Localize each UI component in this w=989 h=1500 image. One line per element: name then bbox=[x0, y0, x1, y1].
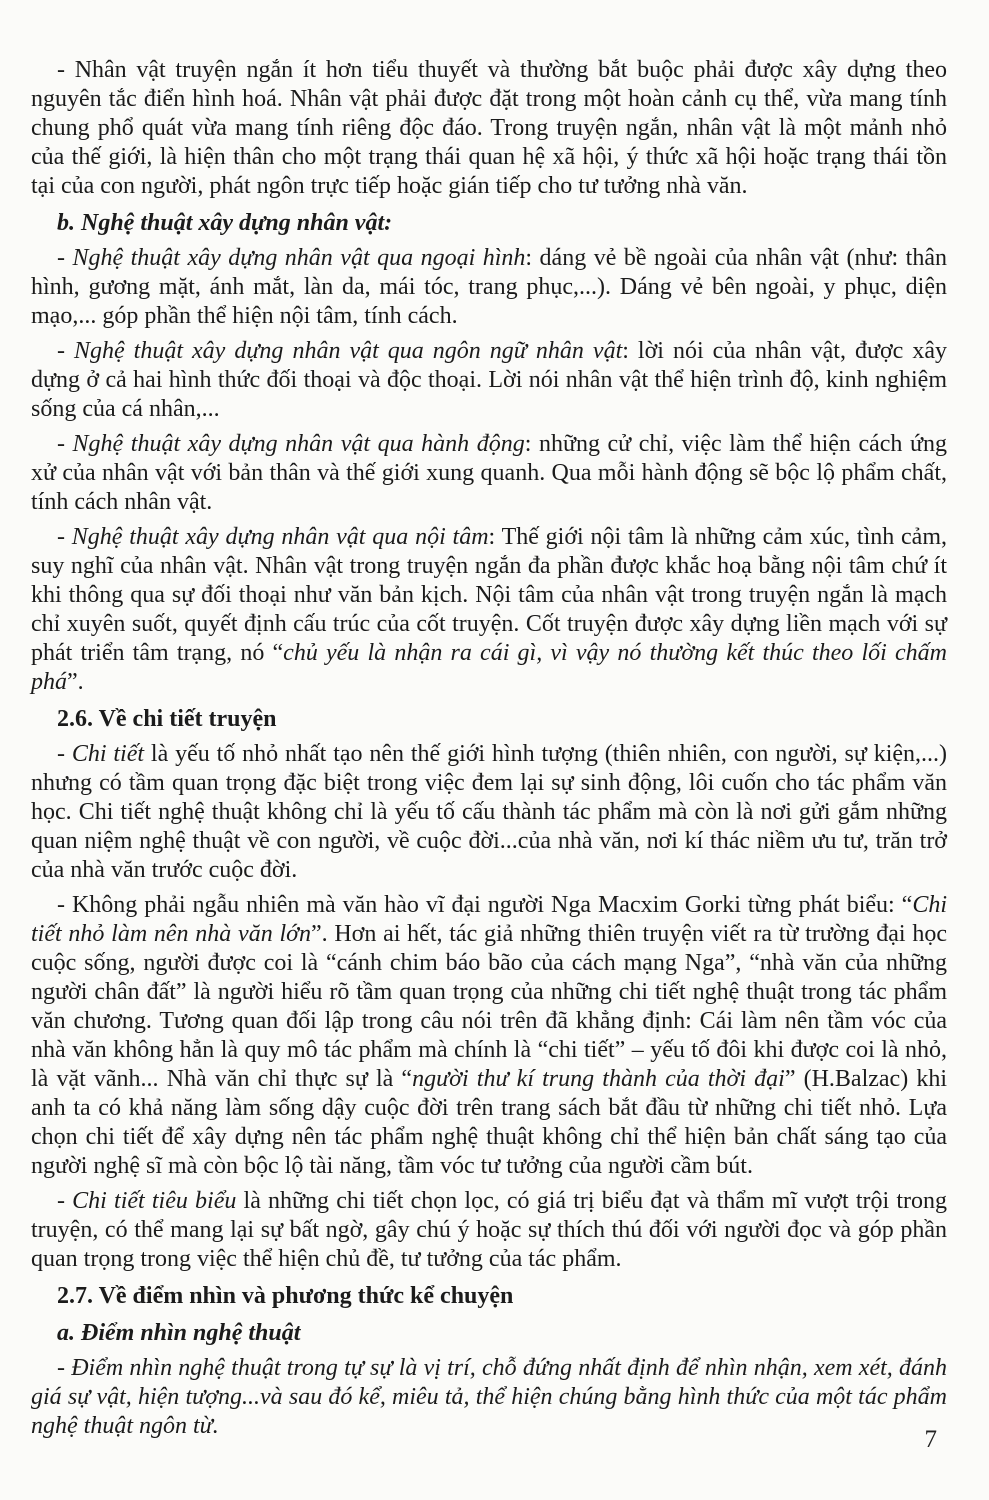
text-segment: ” (H.Balzac) khi anh ta có khả năng làm sống dậy cuộc đời trên trang sách bắt đầu từ những chi tiết nhỏ. Lựa chọn chi tiết để xây dựng nên tác phẩm nghệ thuật không chỉ thể hiện bản chất sáng tạo của người nghệ sĩ mà còn bộc lộ tài năng, tầm vóc tư tưởng của người cầm bút. bbox=[31, 1066, 947, 1179]
text-segment: ”. Hơn ai hết, tác giả những thiên truyện viết ra từ trường đại học cuộc sống, người được coi là “cánh chim báo bão của cách mạng Nga”, “nhà văn của những người chân đất” là người hiểu rõ tầm quan trọng của những chi tiết nghệ thuật trong tác phẩm văn chương. Tương quan đối lập trong câu nói trên đã khẳng định: Cái làm nên tầm vóc của nhà văn không hẳn là quy mô tác phẩm mà chính là “chi tiết” – yếu tố đôi khi được coi là nhỏ, là vặt vãnh... Nhà văn chỉ thực sự là “ bbox=[31, 921, 947, 1092]
text-segment: b. Nghệ thuật xây dựng nhân vật: bbox=[57, 210, 393, 236]
paragraph bbox=[31, 1354, 947, 1441]
text-segment: ”. bbox=[67, 669, 84, 695]
page-body bbox=[31, 56, 947, 1441]
paragraph bbox=[31, 523, 947, 697]
text-segment: : những cử chỉ, việc làm thể hiện cách ứng xử của nhân vật với bản thân và thế giới xung quanh. Qua mỗi hành động sẽ bộc lộ phẩm chất, tính cách nhân vật. bbox=[31, 431, 947, 515]
text-segment: - Nghệ thuật xây dựng nhân vật qua ngôn ngữ nhân vật bbox=[57, 338, 623, 364]
text-segment: : lời nói của nhân vật, được xây dựng ở cả hai hình thức đối thoại và độc thoại. Lời nói nhân vật thể hiện trình độ, kinh nghiệm sống của cá nhân,... bbox=[31, 338, 947, 422]
paragraph bbox=[31, 337, 947, 424]
text-segment: chủ yếu là nhận ra cái gì, vì vậy nó thường kết thúc theo lối chấm phá bbox=[31, 640, 947, 695]
text-segment: 2.6. Về chi tiết truyện bbox=[57, 706, 277, 732]
text-segment: là những chi tiết chọn lọc, có giá trị biểu đạt và thẩm mĩ vượt trội trong truyện, có thể mang lại sự bất ngờ, gây chú ý hoặc sự thích thú đối với người đọc và góp phần quan trọng trong việc thể hiện chủ đề, tư tưởng của tác phẩm. bbox=[31, 1188, 947, 1272]
text-segment: : dáng vẻ bề ngoài của nhân vật (như: thân hình, gương mặt, ánh mắt, làn da, mái tóc, trang phục,...). Dáng vẻ bên ngoài, y phục, diện mạo,... góp phần thể hiện nội tâm, tính cách. bbox=[31, 245, 947, 329]
subsection-heading bbox=[31, 1319, 947, 1348]
text-segment: - Không phải ngẫu nhiên mà văn hào vĩ đại người Nga Macxim Gorki từng phát biểu: “ bbox=[57, 892, 913, 918]
section-heading bbox=[31, 1282, 947, 1311]
paragraph bbox=[31, 430, 947, 517]
paragraph bbox=[31, 56, 947, 201]
page-number: 7 bbox=[924, 1426, 937, 1453]
text-segment: - Chi tiết bbox=[57, 741, 145, 767]
paragraph bbox=[31, 244, 947, 331]
paragraph bbox=[31, 740, 947, 885]
text-segment: - Chi tiết tiêu biểu bbox=[57, 1188, 237, 1214]
text-segment: - Nghệ thuật xây dựng nhân vật qua hành động bbox=[57, 431, 525, 457]
text-segment: - Nghệ thuật xây dựng nhân vật qua nội tâm bbox=[57, 524, 489, 550]
paragraph bbox=[31, 891, 947, 1181]
text-segment: - Điểm nhìn nghệ thuật trong tự sự là vị trí, chỗ đứng nhất định để nhìn nhận, xem xét, đánh giá sự vật, hiện tượng...và sau đó kể, miêu tả, thể hiện chúng bằng hình thức của một tác phẩm nghệ thuật ngôn từ. bbox=[31, 1355, 947, 1439]
text-segment: là yếu tố nhỏ nhất tạo nên thế giới hình tượng (thiên nhiên, con người, sự kiện,...) nhưng có tầm quan trọng đặc biệt trong việc đem lại sự sinh động, lôi cuốn cho tác phẩm văn học. Chi tiết nghệ thuật không chỉ là yếu tố cấu thành tác phẩm mà còn là nơi gửi gắm những quan niệm nghệ thuật về con người, về cuộc đời...của nhà văn, nơi kí thác niềm ưu tư, trăn trở của nhà văn trước cuộc đời. bbox=[31, 741, 948, 883]
paragraph bbox=[31, 1187, 947, 1274]
text-segment: người thư kí trung thành của thời đại bbox=[412, 1066, 785, 1092]
text-segment: : Thế giới nội tâm là những cảm xúc, tình cảm, suy nghĩ của nhân vật. Nhân vật trong truyện ngắn đa phần được khắc hoạ bằng nội tâm chứ ít khi thông qua sự đối thoại như văn bản kịch. Nội tâm của nhân vật trong truyện ngắn là mạch chỉ xuyên suốt, quyết định cấu trúc của cốt truyện. Cốt truyện được xây dựng liền mạch với sự phát triển tâm trạng, nó “ bbox=[31, 524, 947, 666]
text-segment: Chi tiết nhỏ làm nên nhà văn lớn bbox=[31, 892, 947, 947]
section-heading bbox=[31, 705, 947, 734]
text-segment: - Nghệ thuật xây dựng nhân vật qua ngoại hình bbox=[57, 245, 526, 271]
subsection-heading bbox=[31, 209, 947, 238]
text-segment: - Nhân vật truyện ngắn ít hơn tiểu thuyết và thường bắt buộc phải được xây dựng theo nguyên tắc điển hình hoá. Nhân vật phải được đặt trong một hoàn cảnh cụ thể, vừa mang tính chung phổ quát vừa mang tính riêng độc đáo. Trong truyện ngắn, nhân vật là một mảnh nhỏ của thế giới, là hiện thân cho một trạng thái quan hệ xã hội, ý thức xã hội hoặc trạng thái tồn tại của con người, phát ngôn trực tiếp hoặc gián tiếp cho tư tưởng nhà văn. bbox=[31, 57, 947, 199]
text-segment: a. Điểm nhìn nghệ thuật bbox=[57, 1320, 301, 1346]
text-segment: 2.7. Về điểm nhìn và phương thức kể chuyện bbox=[57, 1283, 514, 1309]
